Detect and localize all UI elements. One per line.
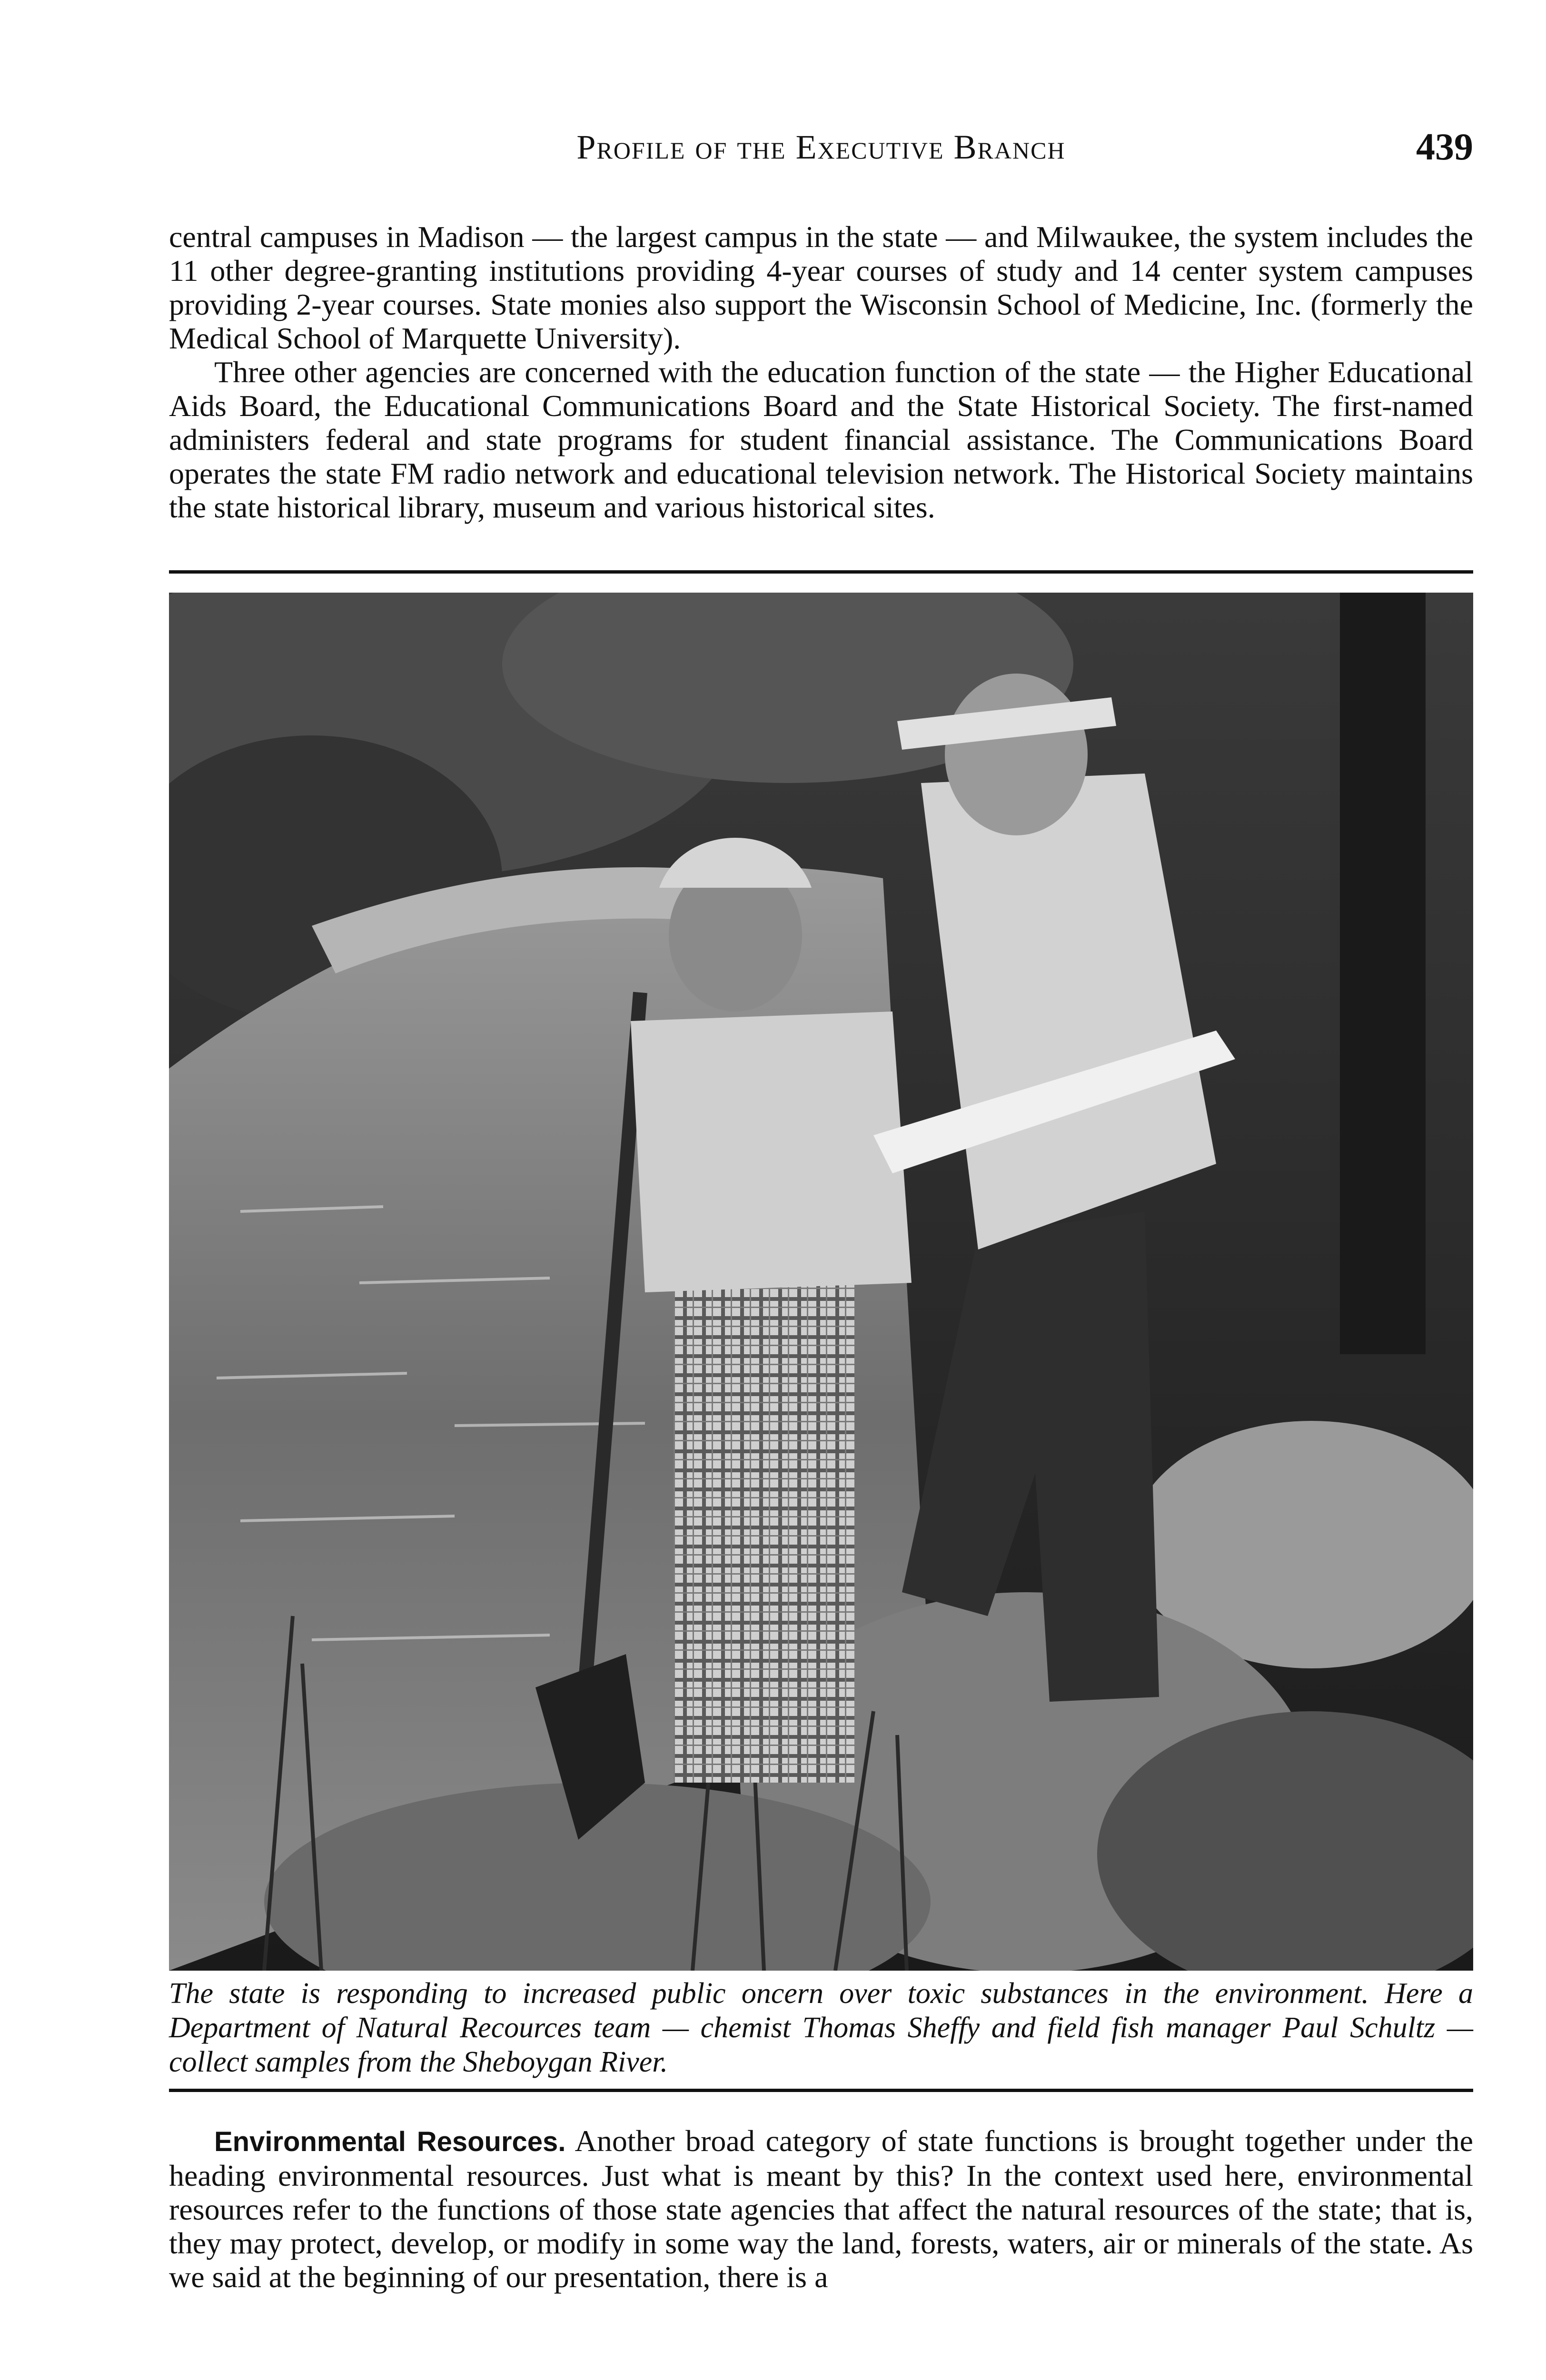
divider-rule (169, 2089, 1473, 2092)
page-header (169, 128, 1473, 170)
paragraph: central campuses in Madison — the largest campus in the state — and Milwaukee, the system includes the 11 other degree-granting institutions providing 4-year courses of study and 14 center system campuses providing 2-year courses. State monies also support the Wisconsin School of Medicine, Inc. (formerly the Medical School of Marquette University). (169, 220, 1473, 355)
intro-text (169, 220, 1473, 524)
page-number: 439 (1416, 126, 1473, 168)
environmental-section (169, 2124, 1473, 2294)
paragraph (169, 2124, 1473, 2294)
paragraph: Three other agencies are concerned with the education function of the state — the Higher Educational Aids Board, the Educational Communications Board and the State Historical Society. The first-named administers federal and state programs for student financial assistance. The Communications Board operates the state FM radio network and educational television network. The Historical Society maintains the state historical library, museum and various historical sites. (169, 355, 1473, 524)
section-body: Another broad category of state functions is brought together under the heading environmental resources. Just what is meant by this? In the context used here, environmental resources refer to the functions of those state agencies that affect the natural resources of the state; that is, they may protect, develop, or modify in some way the land, forests, waters, air or minerals of the state. As we said at the beginning of our presentation, there is a (169, 2124, 1474, 2294)
section-heading: Environmental Resources. (214, 2126, 566, 2157)
photo-caption: The state is responding to increased public oncern over toxic substances in the environment. Here a Department of Natural Recources team — chemist Thomas Sheffy and field fish manager Paul Schultz — collect samples from the Sheboygan River. (169, 1977, 1473, 2078)
divider-rule (169, 570, 1473, 574)
river-sampling-photo (169, 593, 1473, 1971)
running-title: Profile of the Executive Branch (576, 128, 1066, 166)
